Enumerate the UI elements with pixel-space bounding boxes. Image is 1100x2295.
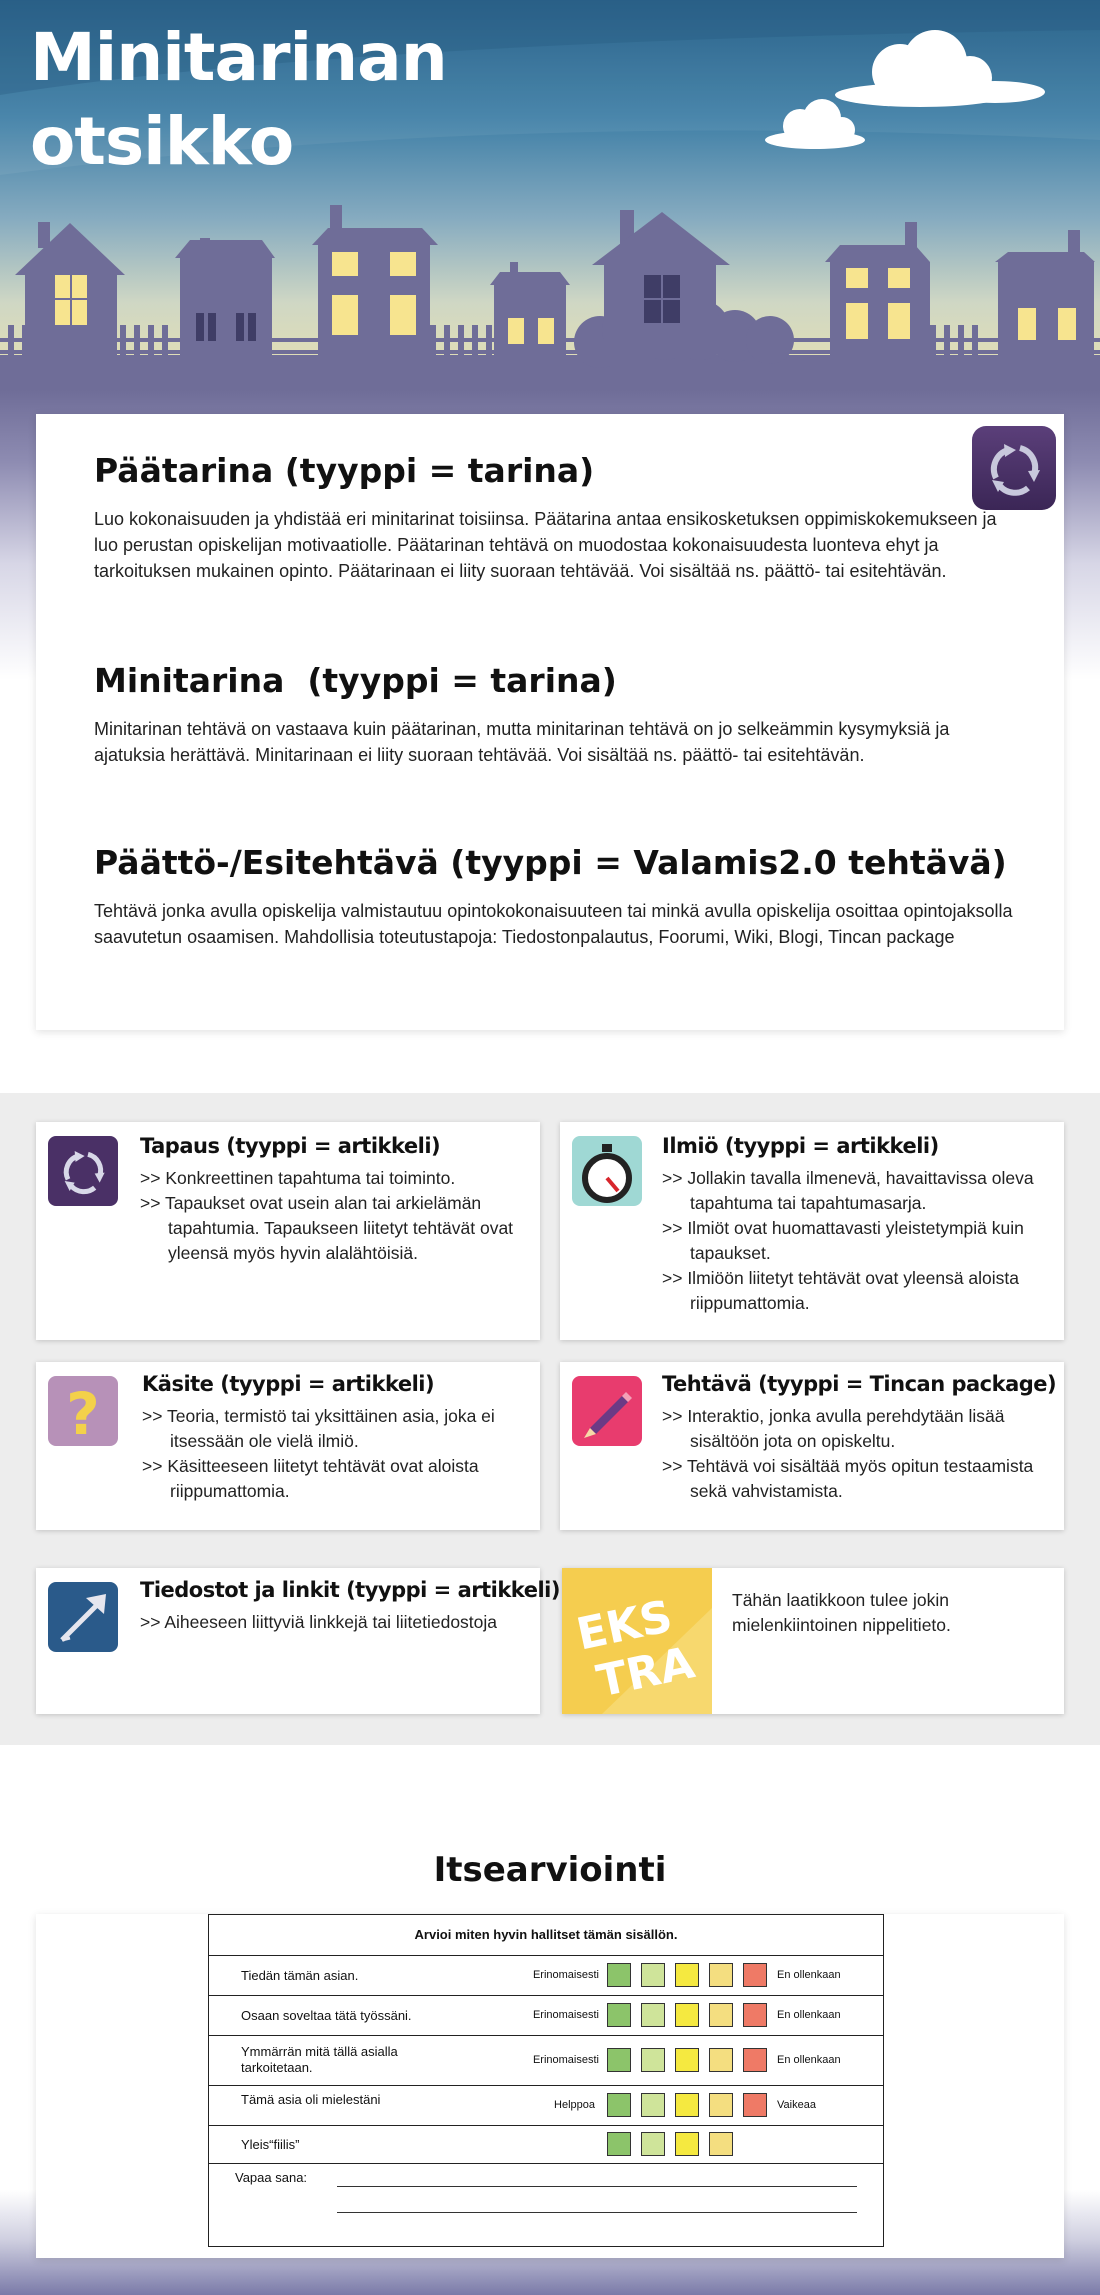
list-item: >> Aiheeseen liittyviä linkkejä tai liitetiedostoja (140, 1610, 530, 1635)
card-list (142, 1404, 532, 1504)
card-title: Tehtävä (tyyppi = Tincan package) (662, 1372, 1057, 1396)
rating-square-4[interactable] (709, 1963, 733, 1987)
svg-text:?: ? (66, 1380, 100, 1446)
section-minitarina (94, 660, 1024, 768)
list-item: >> Käsitteeseen liitetyt tehtävät ovat aloista riippumattomia. (142, 1454, 532, 1504)
row-label: Tiedän tämän asian. (241, 1968, 359, 1983)
stopwatch-icon (572, 1136, 642, 1206)
section-body: Tehtävä jonka avulla opiskelija valmistautuu opintokokonaisuuteen tai minkä avulla opiskelija osoittaa opintojaksolla saavutetun osaamisen. Mahdollisia toteutustapoja: Tiedostonpalautus, Foorumi, Wiki, Blogi, Tincan package (94, 901, 1013, 947)
rating-square-5[interactable] (743, 2048, 767, 2072)
list-item: >> Ilmiöt ovat huomattavasti yleistetympiä kuin tapaukset. (662, 1216, 1052, 1266)
section-heading: Minitarina (tyyppi = tarina) (94, 661, 617, 700)
card-title: Tiedostot ja linkit (tyyppi = artikkeli) (140, 1578, 560, 1602)
ekstra-badge (562, 1568, 712, 1714)
house (312, 205, 438, 358)
free-text-label: Vapaa sana: (235, 2170, 308, 2185)
rating-square-2[interactable] (641, 2132, 665, 2156)
cycle-arrows-icon (48, 1136, 118, 1206)
scale-left-label: Helppoa (554, 2099, 595, 2111)
evaluation-row (209, 1955, 883, 1995)
row-label: Tämä asia oli mielestäni (241, 2092, 381, 2107)
section-paatarina (94, 450, 1024, 584)
house (15, 222, 125, 360)
section-body: Minitarinan tehtävä on vastaava kuin päätarinan, mutta minitarinan tehtävä on jo selkeämmin kysymyksiä ja ajatuksia herättävä. Minitarinaan ei liity suoraan tehtävää. Voi sisältää ns. päättö- tai esitehtävän. (94, 719, 950, 765)
main-content-card (36, 414, 1064, 1030)
card-tiedostot (36, 1568, 560, 1714)
rating-square-4[interactable] (709, 2003, 733, 2027)
list-item: >> Teoria, termistö tai yksittäinen asia, joka ei itsessään ole vielä ilmiö. (142, 1404, 532, 1454)
scale-right-label: En ollenkaan (777, 2009, 841, 2021)
rating-square-2[interactable] (641, 2003, 665, 2027)
rating-square-2[interactable] (641, 1963, 665, 1987)
rating-square-1[interactable] (607, 1963, 631, 1987)
house (592, 210, 730, 358)
house (825, 222, 930, 358)
ekstra-text: Tähän laatikkoon tulee jokin mielenkiintoinen nippelitieto. (732, 1590, 951, 1635)
list-item: >> Tehtävä voi sisältää myös opitun testaamista sekä vahvistamista. (662, 1454, 1052, 1504)
scale-left-label: Erinomaisesti (532, 1969, 599, 1981)
house (490, 262, 570, 358)
free-text-row (209, 2163, 883, 2247)
section-body: Luo kokonaisuuden ja yhdistää eri minitarinat toisiinsa. Päätarina antaa ensikosketuksen oppimiskokemukseen ja luo perustan opiskelijan motivaatiolle. Päätarinan tehtävä on muodostaa kokonaisuudesta luonteva ehyt ja tarkoituksen mukainen opinto. Päätarinaan ei liity suoraan tehtävää. Voi sisältää ns. päättö- tai esitehtävän. (94, 509, 997, 581)
card-title: Käsite (tyyppi = artikkeli) (142, 1372, 435, 1396)
rating-square-5[interactable] (743, 1963, 767, 1987)
evaluation-row (209, 1995, 883, 2035)
rating-square-1[interactable] (607, 2093, 631, 2117)
evaluation-title: Itsearviointi (433, 1850, 667, 1890)
card-tapaus (36, 1122, 540, 1340)
card-ilmio (560, 1122, 1064, 1340)
list-item: >> Jollakin tavalla ilmenevä, havaittavissa oleva tapahtuma tai tapahtumasarja. (662, 1166, 1052, 1216)
rating-square-2[interactable] (641, 2093, 665, 2117)
ekstra-badge-text-2: TRA (592, 1637, 699, 1708)
scale-right-label: Vaikeaa (777, 2099, 816, 2111)
card-title: Tapaus (tyyppi = artikkeli) (140, 1134, 441, 1158)
evaluation-table (208, 1914, 884, 2247)
rating-square-1[interactable] (607, 2048, 631, 2072)
evaluation-card (36, 1914, 1064, 2258)
evaluation-row (209, 2035, 883, 2085)
title-line-1: Minitarinan (30, 19, 447, 96)
row-label: Yleis“fiilis” (241, 2137, 300, 2152)
evaluation-row (209, 2085, 883, 2125)
house (175, 238, 275, 358)
list-item: >> Tapaukset ovat usein alan tai arkielämän tapahtumia. Tapaukseen liitetyt tehtävät ovat yleensä myös hyvin alalähtöisiä. (140, 1191, 530, 1266)
rating-square-5[interactable] (743, 2003, 767, 2027)
card-title: Ilmiö (tyyppi = artikkeli) (662, 1134, 939, 1158)
rating-square-1[interactable] (607, 2132, 631, 2156)
rating-square-5[interactable] (743, 2093, 767, 2117)
card-list (662, 1404, 1052, 1504)
rating-square-1[interactable] (607, 2003, 631, 2027)
title-line-2: otsikko (30, 103, 294, 180)
section-paattotehtava (94, 842, 1024, 950)
rating-square-4[interactable] (709, 2048, 733, 2072)
card-ekstra (562, 1568, 1064, 1714)
section-heading: Päätarina (tyyppi = tarina) (94, 451, 595, 490)
rating-square-3[interactable] (675, 2003, 699, 2027)
pencil-icon (572, 1376, 642, 1446)
rating-square-3[interactable] (675, 1963, 699, 1987)
card-tehtava (560, 1362, 1064, 1530)
section-heading: Päättö-/Esitehtävä (tyyppi = Valamis2.0 tehtävä) (94, 843, 1007, 882)
scale-left-label: Erinomaisesti (532, 2009, 599, 2021)
list-item: >> Konkreettinen tapahtuma tai toiminto. (140, 1166, 530, 1191)
arrow-link-icon (48, 1582, 118, 1652)
card-kasite (36, 1362, 540, 1530)
free-text-line[interactable] (337, 2186, 857, 2187)
scale-right-label: En ollenkaan (777, 1969, 841, 1981)
rating-square-2[interactable] (641, 2048, 665, 2072)
list-item: >> Interaktio, jonka avulla perehdytään lisää sisältöön jota on opiskeltu. (662, 1404, 1052, 1454)
scale-left-label: Erinomaisesti (532, 2054, 599, 2066)
rating-square-4[interactable] (709, 2132, 733, 2156)
card-list (140, 1610, 530, 1635)
header-banner (0, 0, 1100, 420)
card-list (662, 1166, 1052, 1316)
house (995, 230, 1095, 358)
scale-right-label: En ollenkaan (777, 2054, 841, 2066)
list-item: >> Ilmiöön liitetyt tehtävät ovat yleensä aloista riippumattomia. (662, 1266, 1052, 1316)
card-list (140, 1166, 530, 1266)
rating-square-4[interactable] (709, 2093, 733, 2117)
free-text-line[interactable] (337, 2212, 857, 2213)
row-label: Osaan soveltaa tätä työssäni. (241, 2008, 412, 2023)
ekstra-badge-text-1: EKS (572, 1590, 677, 1661)
question-mark-icon (48, 1376, 118, 1446)
page-title (30, 16, 630, 184)
evaluation-instruction: Arvioi miten hyvin hallitset tämän sisällön. (414, 1927, 678, 1942)
row-label: Ymmärrän mitä tällä asialla tarkoitetaan. (241, 2044, 398, 2075)
rating-square-3[interactable] (675, 2048, 699, 2072)
rating-square-3[interactable] (675, 2093, 699, 2117)
evaluation-row (209, 2125, 883, 2163)
rating-square-3[interactable] (675, 2132, 699, 2156)
